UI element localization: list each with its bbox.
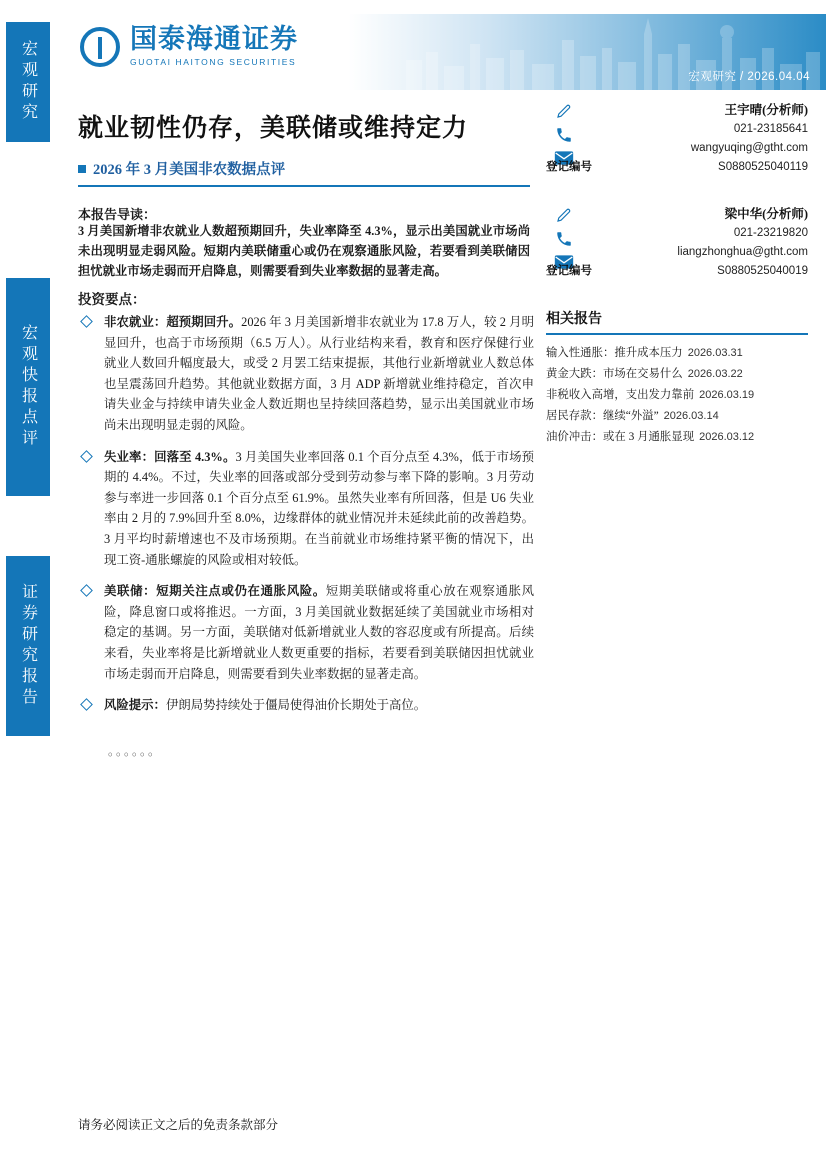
related-reports-divider — [546, 333, 808, 335]
lead-body: 3 月美国新增非农就业人数超预期回升，失业率降至 4.3%，显示出美国就业市场尚未出现明显走弱风险。短期内美联储重心或仍在观察通胀风险，若要看到美联储因担忧就业市场走弱而开启降息，则需要看到失业率数据的显著走高。 — [78, 224, 530, 278]
company-logo — [80, 26, 298, 67]
point-text-3: 美联储：短期关注点或仍在通胀风险。短期美联储或将重心放在观察通胀风险，降息窗口或将推迟。一方面，3 月美国就业数据延续了美国就业市场相对稳定的基调。另一方面，美联储对低新增就业人数的容忍度或有所提高。后续来看，失业率将是比新增就业人数更重要的指标，若要看到美联储因担忧就业市场走弱而开启降息，则需要看到失业率数据的显著走高。 — [104, 584, 535, 681]
analyst-name: 梁中华(分析师) — [724, 207, 808, 221]
analyst-name: 王宇晴(分析师) — [724, 103, 808, 117]
related-reports-title: 相关报告 — [546, 312, 602, 327]
related-reports-panel — [546, 308, 808, 448]
rail-label-macro-research: 宏观研究 — [6, 22, 50, 142]
logo-mark-icon — [80, 27, 120, 67]
analyst-panel — [546, 100, 808, 290]
list-item[interactable] — [546, 427, 808, 448]
list-item — [78, 447, 534, 571]
logo-text-cn: 国泰海通证券 — [130, 24, 298, 54]
header-category-date: 宏观研究 / 2026.04.04 — [688, 71, 810, 83]
phone-icon — [554, 126, 574, 144]
point-text-2: 失业率：回落至 4.3%。3 月美国失业率回落 0.1 个百分点至 4.3%，低于市场预期的 4.4%。不过，失业率的回落或部分受到劳动参与率下降的影响。3 月劳动参与率进一步回落 0.1 个百分点至 61.9%。虽然失业率有所回落，但是 U6 失业率由 2 月的 7.9%回升至 8.0%，边缘群体的就业情况并未延续此前的改善趋势。3 月平均时薪增速也不及市场预期。在当前就业市场维持紧平衡的情况下，出现工资-通胀螺旋的风险或相对较低。 — [104, 449, 534, 567]
analyst-registration-label: 登记编号 — [546, 161, 592, 173]
pen-icon — [554, 206, 574, 224]
analyst-info-rows — [594, 100, 808, 177]
document-header — [56, 14, 826, 90]
list-item[interactable] — [546, 364, 808, 385]
related-report-date: 2026.03.14 — [663, 409, 719, 422]
diamond-bullet-icon — [80, 584, 93, 597]
page-subtitle — [78, 158, 530, 185]
diamond-bullet-icon — [80, 315, 93, 328]
related-report-text: 非税收入高增，支出发力靠前 — [546, 388, 695, 401]
analyst-registration-number: S0880525040019 — [717, 265, 808, 277]
list-item[interactable] — [546, 385, 808, 406]
phone-icon — [554, 230, 574, 248]
logo-text-en: GUOTAI HAITONG SECURITIES — [130, 57, 297, 67]
analyst-email[interactable]: wangyuqing@gtht.com — [690, 142, 808, 154]
analyst-registration-label: 登记编号 — [546, 265, 592, 277]
related-report-text: 油价冲击：或在 3 月通胀显现 — [546, 430, 695, 443]
subtitle-block — [78, 158, 530, 187]
title-divider — [78, 185, 530, 187]
related-report-text: 输入性通胀：推升成本压力 — [546, 346, 683, 359]
related-report-text: 居民存款：继续“外溢” — [546, 409, 659, 422]
related-report-date: 2026.03.31 — [687, 346, 743, 359]
diamond-bullet-icon — [80, 698, 93, 711]
list-item — [78, 695, 534, 716]
related-report-date: 2026.03.22 — [687, 367, 743, 380]
analyst-phone: 021-23219820 — [733, 227, 808, 239]
related-report-text: 黄金大跌：市场在交易什么 — [546, 367, 683, 380]
investment-points-label: 投资要点： — [78, 292, 146, 307]
page-title: 就业韧性仍存，美联储或维持定力 — [78, 115, 469, 142]
list-item — [78, 581, 534, 684]
left-rail — [0, 0, 56, 1169]
related-report-date: 2026.03.19 — [699, 388, 755, 401]
analyst-registration-number: S0880525040119 — [718, 161, 808, 173]
trailing-dots: 。。。。。。 — [108, 744, 163, 758]
lead-label: 本报告导读： — [78, 207, 157, 222]
bullet-square-icon — [78, 165, 86, 173]
page-subtitle-text: 2026 年 3 月美国非农数据点评 — [93, 162, 286, 178]
pen-icon — [554, 102, 574, 120]
related-report-date: 2026.03.12 — [699, 430, 755, 443]
list-item[interactable] — [546, 406, 808, 427]
analyst-card — [546, 204, 808, 290]
diamond-bullet-icon — [80, 450, 93, 463]
list-item[interactable] — [546, 343, 808, 364]
analyst-phone: 021-23185641 — [733, 123, 808, 135]
analyst-card — [546, 100, 808, 186]
point-text-4: 风险提示：伊朗局势持续处于僵局使得油价长期处于高位。 — [104, 698, 427, 713]
list-item — [78, 312, 534, 436]
investment-points-list — [78, 312, 534, 727]
point-text-1: 非农就业：超预期回升。2026 年 3 月美国新增非农就业为 17.8 万人，较 2 月明显回升，也高于市场预期（6.5 万人）。从行业结构来看，教育和医疗保健行业就业人数回升幅度最大，或受 2 月罢工结束提振，其他行业新增就业人数总体也呈震荡回升趋势。其他就业数据方面，3 月 ADP 新增就业维持稳定，首次申请失业金与持续申请失业金人数近期也呈持续回落趋势，显示出美国就业市场尚未出现明显走弱的风险。 — [104, 315, 535, 432]
rail-label-securities-research-report: 证券研究报告 — [6, 556, 50, 736]
rail-label-macro-flash-comment: 宏观快报点评 — [6, 278, 50, 496]
analyst-email[interactable]: liangzhonghua@gtht.com — [677, 246, 808, 258]
analyst-info-rows — [594, 204, 808, 281]
footer-disclaimer: 请务必阅读正文之后的免责条款部分 — [78, 1118, 279, 1132]
